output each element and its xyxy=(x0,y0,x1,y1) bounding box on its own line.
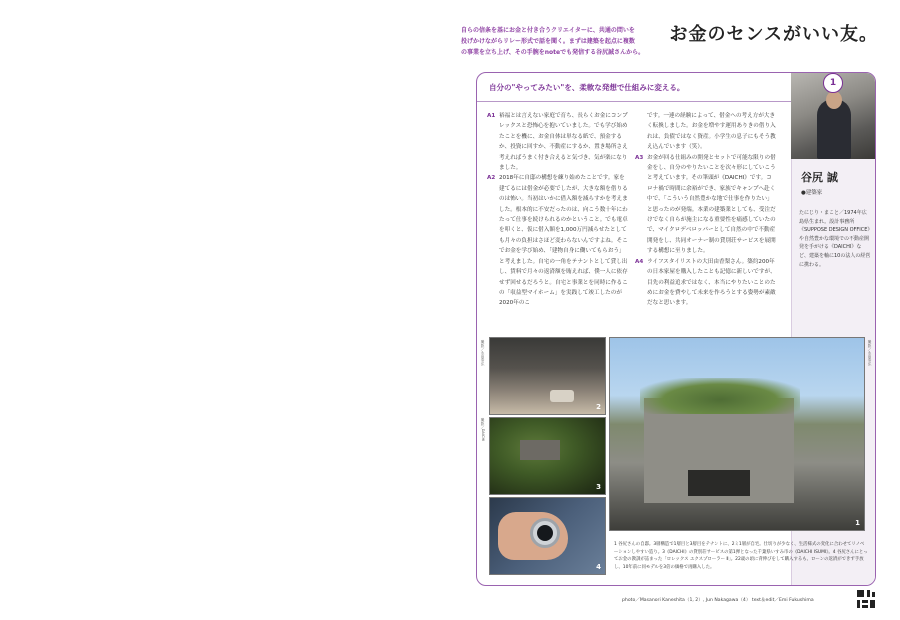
photo-detail xyxy=(640,378,800,414)
answer-text: ライフスタイリストの大田由香梨さん。築約200年の日本家屋を購入したことも記憶に新しいですが、目先の利益追求ではなく、本当にやりたいことのためにお金を費やして未来を作ろうとする姿勢が素敵だなと思います。 xyxy=(647,258,776,307)
photo-number: 1 xyxy=(855,519,860,527)
intro-line: の事業を立ち上げ、その手腕をnoteでも発信する谷尻誠さんから。 xyxy=(461,49,645,56)
photo-watch xyxy=(489,497,606,575)
photo-detail xyxy=(688,470,750,496)
answer-tag: A4 xyxy=(635,258,644,265)
answer-block xyxy=(635,153,777,257)
answer-text: お金が回る仕組みの開発とセットで可能な限りの借金をし、自分のやりたいことを次々形にしていこうと考えています。その筆頭が《DAICHI》です。コロナ禍で時間に余裕ができ、家族でキャンプへ赴く中で、「こういう自然豊かな地で仕事を作りたい」と思ったのが発端。本業の建築業としても、受注だけでなく自らが施主になる重要性を痛感していたので、マイクロデベロッパーとして自然の中で不動産開発をし、共同オーナー制の貸別荘サービスを展開する構想に至りました。 xyxy=(647,154,776,255)
answer-column-right xyxy=(635,111,777,309)
photo-number: 3 xyxy=(596,483,601,491)
profile-name: 谷尻 誠 xyxy=(801,171,838,184)
portrait-head xyxy=(826,91,842,109)
footer-credit: photo／Masanori Kaneshita（1, 2）, Jun Nakagawa（4） text＆edit／Emi Fukushima xyxy=(622,598,814,603)
answer-text: 裕福とは言えない家庭で育ち、長らくお金にコンプレックスと恐怖心を抱いていました。でも学び始めたことを機に、お金自体は単なる紙で、預金するか、投資に回すか、不動産にするか、置き場所さえ考えればうまく付き合えると気づき、気が楽になりました。 xyxy=(499,113,628,172)
photo-caption: 1 谷尻さんの自邸。3層構造で1層目と3層目をテナントに、2ミ1層が自宅。仕切りが少なく、生活様式の変化に合わせてリノベーションしやすい造り。3《DAICHI》の貸別荘サービスの第1弾となった千葉県いすみ市の《DAICHI ISUMI》。4 谷尻さんにとってお金の教訓が詰まった「ロレックス エクスプローラー Ⅱ」。22歳の頃に背伸びをして購入するも、ローンの返済ができず手放し、10年前に同モデルを3倍の価格で再購入した。 xyxy=(614,542,868,570)
photo-number: 4 xyxy=(596,563,601,571)
photo-detail xyxy=(520,440,560,460)
answer-tag: A3 xyxy=(635,154,644,161)
answer-block xyxy=(635,111,777,153)
answer-column-left xyxy=(487,111,629,309)
intro-text xyxy=(461,25,691,58)
panel-heading: 自分の"やってみたい"を、柔軟な発想で仕組みに変える。 xyxy=(489,83,685,92)
answer-tag: A2 xyxy=(487,175,496,182)
answer-block xyxy=(487,173,629,308)
answer-block xyxy=(635,257,777,309)
page-headline: お金のセンスがいい友。 xyxy=(669,24,878,45)
answer-tag: A1 xyxy=(487,113,496,119)
photo-credit: 撮影／永田泰弘 xyxy=(868,340,872,366)
profile-role: ●建築家 xyxy=(801,190,823,196)
profile-bio: たにじり・まこと／1974年広島県生まれ。設計事務所《SUPPOSE DESIGN OFFICE》や自然豊かな環境での不動産開発を手がける《DAICHI》など、建築を軸に10の法人の経営に携わる。 xyxy=(799,210,871,268)
photo-detail xyxy=(550,390,574,402)
answer-block xyxy=(487,111,629,173)
photo-credit: 撮影／永田泰弘 xyxy=(481,340,485,366)
answer-tag xyxy=(635,111,647,153)
series-number-badge: 1 xyxy=(823,73,843,93)
answer-text: 2018年に自邸の構想を練り始めたことです。家を建てるには借金が必要でしたが、大きな額を借りるのは怖い。当初はいかに借入額を減らすかを考えました。根本的に不安だったのは、向こう数十年にわたって仕事を続けられるのかということ。でも電卓を叩くと、仮に借入額を1,000万円減らせたとしても月々の負担はさほど変わらないんですよね。そこでお金を学び始め、「建物自身に働いてもらおう」と考えました。自宅の一角をテナントとして貸し出し、賃料で月々の返済額を賄えれば、僕一人に依存せず回せるだろうと。自宅と事業とを同時に作るこの「収益型マイホーム」を実践して竣工したのが2020年のこ xyxy=(499,175,628,307)
photo-interior xyxy=(489,337,606,415)
panel-header xyxy=(477,73,791,102)
photo-detail xyxy=(537,525,553,541)
photo-credit: 撮影／DAICHI xyxy=(481,418,485,442)
photo-house-exterior xyxy=(609,337,865,531)
answer-text: です。一連の経験によって、借金への考え方が大きく転換しました。お金を増やす運用ありきの借り入れは、負債ではなく資産。小学生の息子にもそう教え込んでいます（笑）。 xyxy=(647,113,776,151)
photo-number: 2 xyxy=(596,403,601,411)
photo-villa-aerial xyxy=(489,417,606,495)
intro-line: 投げかけながらリレー形式で話を聞く。まずは建築を起点に複数 xyxy=(461,38,635,45)
intro-line: 自らの信条を基にお金と付き合うクリエイターに、共通の問いを xyxy=(461,27,635,34)
magazine-logo-icon xyxy=(857,590,875,608)
